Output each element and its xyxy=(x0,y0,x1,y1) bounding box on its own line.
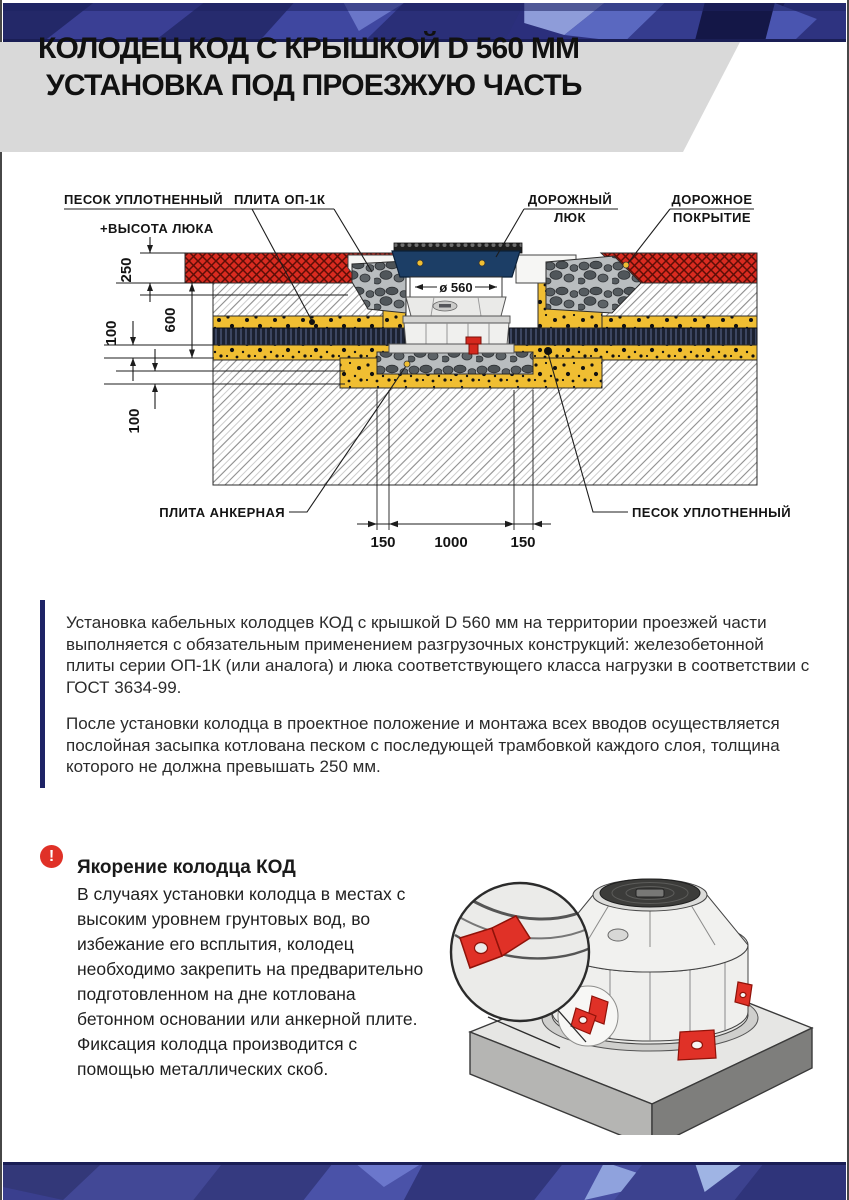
anchoring-title: Якорение колодца КОД xyxy=(77,857,296,878)
label-road-hatch-1: ДОРОЖНЫЙ xyxy=(527,192,613,207)
anchor-clip xyxy=(466,337,481,344)
well-body xyxy=(404,323,509,345)
label-anchor-plate: ПЛИТА АНКЕРНАЯ xyxy=(159,505,285,520)
well-assembly xyxy=(389,243,522,354)
label-road-surface-1: ДОРОЖНОЕ xyxy=(671,192,753,207)
dim-600: 600 xyxy=(162,307,179,333)
intro-paragraph-2: После установки колодца в проектное положение и монтажа всех вводов осуществляется послойная засыпка котлована песком с последующей трамбовкой каждого слоя, толщина которого не должна превышать 250 мм. xyxy=(66,714,780,776)
anchoring-illustration xyxy=(420,855,845,1135)
dim-100a: 100 xyxy=(103,320,120,346)
footer-band xyxy=(3,1162,846,1200)
dim-150-right: 150 xyxy=(510,534,536,551)
page-title-line2: УСТАНОВКА ПОД ПРОЕЗЖУЮ ЧАСТЬ xyxy=(46,69,582,102)
diameter-label: ø 560 xyxy=(439,280,473,295)
label-road-hatch-2: ЛЮК xyxy=(554,210,586,225)
accent-bar xyxy=(40,600,45,788)
road-hatch-frame xyxy=(392,251,520,277)
warning-icon xyxy=(40,845,63,868)
footer-band-pattern xyxy=(3,1162,846,1200)
dim-100b: 100 xyxy=(126,408,143,434)
well-flange xyxy=(389,344,514,353)
warning-icon-glyph: ! xyxy=(48,847,55,865)
dim-150-left: 150 xyxy=(370,534,396,551)
label-hatch-height: +ВЫСОТА ЛЮКА xyxy=(100,221,214,236)
installation-cross-section-diagram xyxy=(0,170,849,570)
page-title-line1: КОЛОДЕЦ КОД С КРЫШКОЙ D 560 ММ xyxy=(38,32,580,65)
dim-1000: 1000 xyxy=(434,534,468,551)
intro-text xyxy=(66,612,816,778)
label-sand-bottom: ПЕСОК УПЛОТНЕННЫЙ xyxy=(632,505,792,520)
label-plate-op1k: ПЛИТА ОП-1К xyxy=(234,192,326,207)
anchoring-body: В случаях установки колодца в местах с высоким уровнем грунтовых вод, во избежание его всплытия, колодец необходимо закрепить на предварительно подготовленном на дне котлована бетонном основании или анкерной плите. Фиксация колодца производится с помощью металлических скоб. xyxy=(77,884,424,1079)
anchor-plate-bed xyxy=(377,352,533,374)
intro-paragraph-1: Установка кабельных колодцев КОД с крышкой D 560 мм на территории проезжей части выполняется с обязательным применением разгрузочных конструкций: железобетонной плиты серии ОП-1К (или аналога) и люка соответствующего класса нагрузки в соответствии с ГОСТ 3634-99. xyxy=(66,613,810,697)
page-title xyxy=(38,30,582,104)
label-sand-top: ПЕСОК УПЛОТНЕННЫЙ xyxy=(64,192,224,207)
dim-250: 250 xyxy=(118,257,135,283)
label-road-surface-2: ПОКРЫТИЕ xyxy=(673,210,751,225)
brand-mark-3d xyxy=(608,929,628,941)
